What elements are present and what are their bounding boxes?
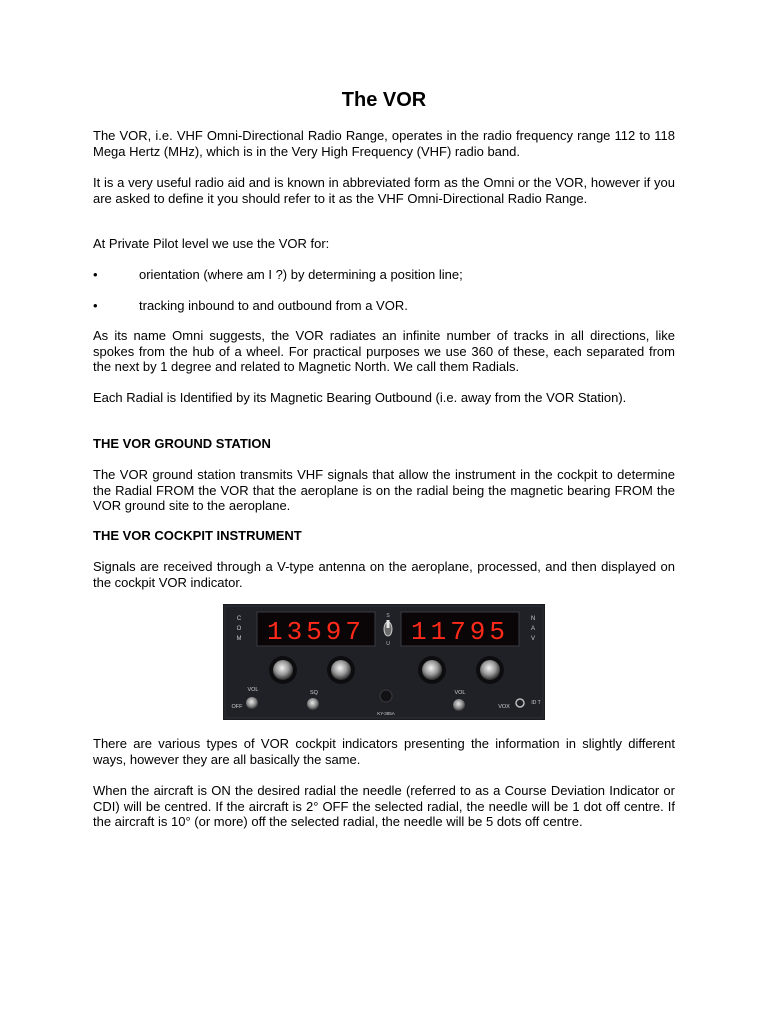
- paragraph-uses: At Private Pilot level we use the VOR for:: [93, 236, 330, 251]
- svg-text:U: U: [386, 641, 390, 647]
- com-tuning-knob-2[interactable]: [331, 660, 351, 680]
- com-volume-knob[interactable]: [246, 697, 258, 709]
- nav-frequency-readout: 11795: [410, 617, 510, 647]
- bullet-text: tracking inbound to and outbound from a VOR.: [139, 298, 408, 313]
- com-label-m: M: [236, 636, 242, 642]
- paragraph-radials: As its name Omni suggests, the VOR radiates an infinite number of tracks in all directions, like spokes from the hub of a wheel. For practical purposes we use 360 of these, each separated from the next by 1 degree and related to Magnetic North. We call them Radials.: [93, 328, 675, 374]
- nav-label: [531, 616, 535, 642]
- heading-ground-station: THE VOR GROUND STATION: [93, 436, 271, 451]
- sq-label: SQ: [310, 690, 318, 696]
- vol-label-left: VOL: [247, 687, 259, 693]
- com-label-c: C: [236, 616, 242, 622]
- nav-label-a: A: [530, 626, 536, 632]
- bullet-marker: •: [93, 267, 98, 282]
- svg-text:S: S: [386, 613, 390, 619]
- paragraph-ground-station: The VOR ground station transmits VHF signals that allow the instrument in the cockpit to determine the Radial FROM the VOR that the aeroplane is on the radial being the magnetic bearing FROM the VOR ground site to the aeroplane.: [93, 467, 675, 513]
- vol-label-right: VOL: [454, 690, 466, 696]
- model-label: KY-385A: [377, 711, 395, 716]
- squelch-knob[interactable]: [307, 698, 319, 710]
- com-label: [237, 616, 242, 642]
- paragraph-omni: It is a very useful radio aid and is known in abbreviated form as the Omni or the VOR, however if you are asked to define it you should refer to it as the VHF Omni-Directional Radio Range.: [93, 175, 675, 206]
- bullet-marker: •: [93, 298, 98, 313]
- nav-label-v: V: [530, 636, 536, 642]
- heading-cockpit-instrument: THE VOR COCKPIT INSTRUMENT: [93, 528, 302, 543]
- page-title: The VOR: [341, 89, 427, 111]
- bullet-text: orientation (where am I ?) by determining a position line;: [139, 267, 463, 282]
- nav-label-n: N: [530, 616, 536, 622]
- off-label: OFF: [231, 704, 243, 710]
- nav-com-radio-image: [223, 604, 545, 720]
- vox-label: VOX: [498, 704, 510, 710]
- com-frequency-readout: 13597: [266, 617, 366, 647]
- com-label-o: O: [236, 626, 242, 632]
- nav-tuning-knob-2[interactable]: [480, 660, 500, 680]
- paragraph-antenna: Signals are received through a V-type antenna on the aeroplane, processed, and then displayed on the cockpit VOR indicator.: [93, 559, 675, 590]
- paragraph-indicator-types: There are various types of VOR cockpit indicators presenting the information in slightly different ways, however they are all basically the same.: [93, 736, 675, 767]
- paragraph-cdi: When the aircraft is ON the desired radial the needle (referred to as a Course Deviation Indicator or CDI) will be centred. If the aircraft is 2° OFF the selected radial, the needle will be 1 dot off centre. If the aircraft is 10° (or more) off the selected radial, the needle will be 5 dots off centre.: [93, 783, 675, 829]
- nav-tuning-knob[interactable]: [422, 660, 442, 680]
- nav-volume-knob[interactable]: [453, 699, 465, 711]
- paragraph-radial-identified: Each Radial is Identified by its Magnetic Bearing Outbound (i.e. away from the VOR Station).: [93, 390, 627, 405]
- com-tuning-knob[interactable]: [273, 660, 293, 680]
- id-label: ID T: [531, 700, 541, 706]
- paragraph-intro: The VOR, i.e. VHF Omni-Directional Radio Range, operates in the radio frequency range 112 to 118 Mega Hertz (MHz), which is in the Very High Frequency (VHF) radio band.: [93, 128, 675, 159]
- ident-button[interactable]: [380, 690, 392, 702]
